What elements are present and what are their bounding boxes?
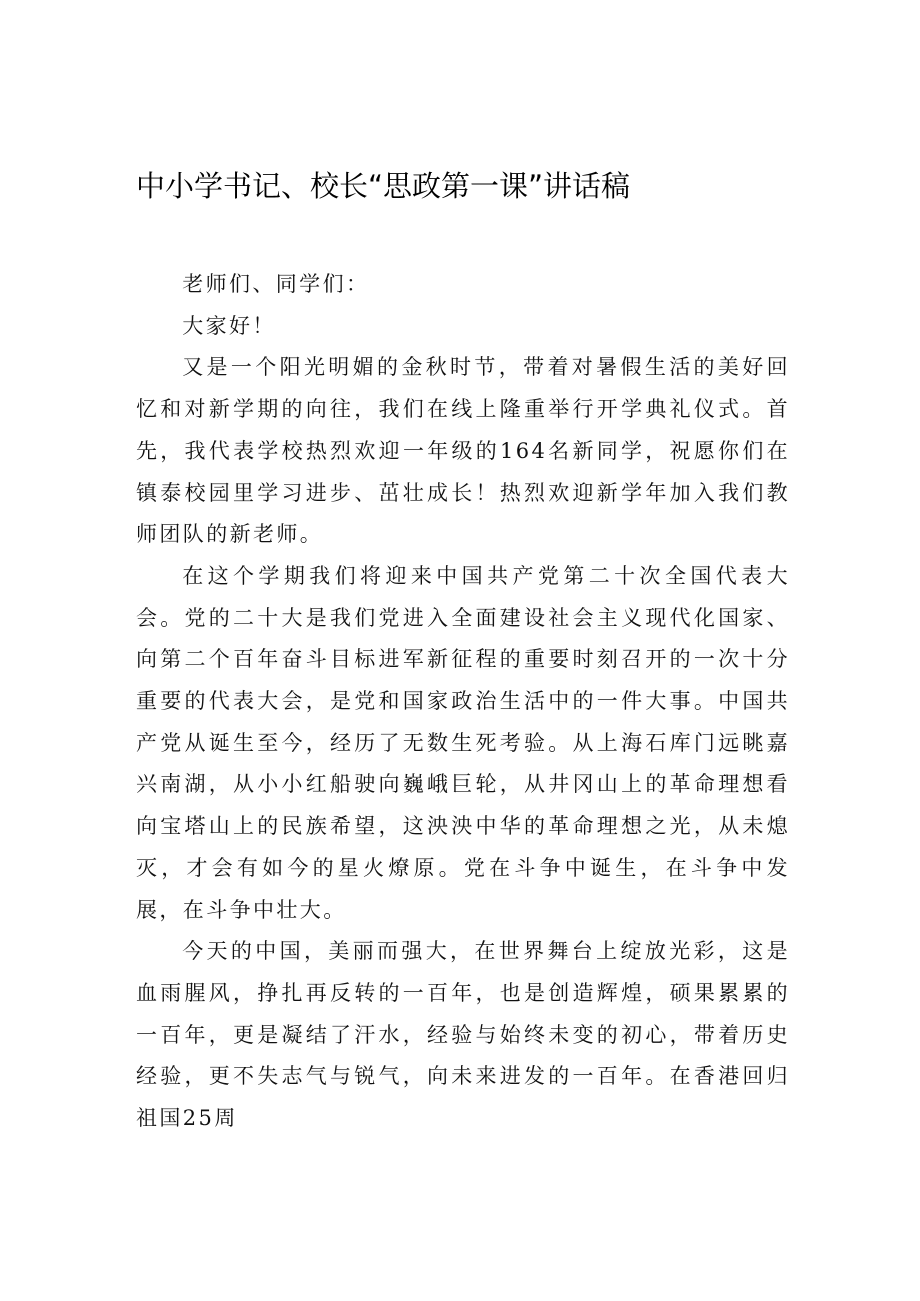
document-title: 中小学书记、校长“思政第一课”讲话稿 — [136, 169, 631, 203]
salutation-paragraph: 大家好！ — [182, 313, 276, 338]
body-paragraph: 又是一个阳光明媚的金秋时节，带着对暑假生活的美好回忆和对新学期的向往，我们在线上隆重举行开学典礼仪式。首先，我代表学校热烈欢迎一年级的164名新同学，祝愿你们在镇泰校园里学习进步、茁壮成长！热烈欢迎新学年加入我们教师团队的新老师。 — [136, 355, 790, 547]
body-paragraph: 今天的中国，美丽而强大，在世界舞台上绽放光彩，这是血雨腥风，挣扎再反转的一百年，也是创造辉煌，硕果累累的一百年，更是凝结了汗水，经验与始终未变的初心，带着历史经验，更不失志气与锐气，向未来进发的一百年。在香港回归祖国25周 — [136, 939, 790, 1131]
greeting-paragraph: 老师们、同学们： — [182, 272, 370, 296]
document-body — [136, 264, 790, 1140]
body-paragraph: 在这个学期我们将迎来中国共产党第二十次全国代表大会。党的二十大是我们党进入全面建设社会主义现代化国家、向第二个百年奋斗目标进军新征程的重要时刻召开的一次十分重要的代表大会，是党和国家政治生活中的一件大事。中国共产党从诞生至今，经历了无数生死考验。从上海石库门远眺嘉兴南湖，从小小红船驶向巍峨巨轮，从井冈山上的革命理想看向宝塔山上的民族希望，这泱泱中华的革命理想之光，从未熄灭，才会有如今的星火燎原。党在斗争中诞生，在斗争中发展，在斗争中壮大。 — [136, 563, 790, 922]
